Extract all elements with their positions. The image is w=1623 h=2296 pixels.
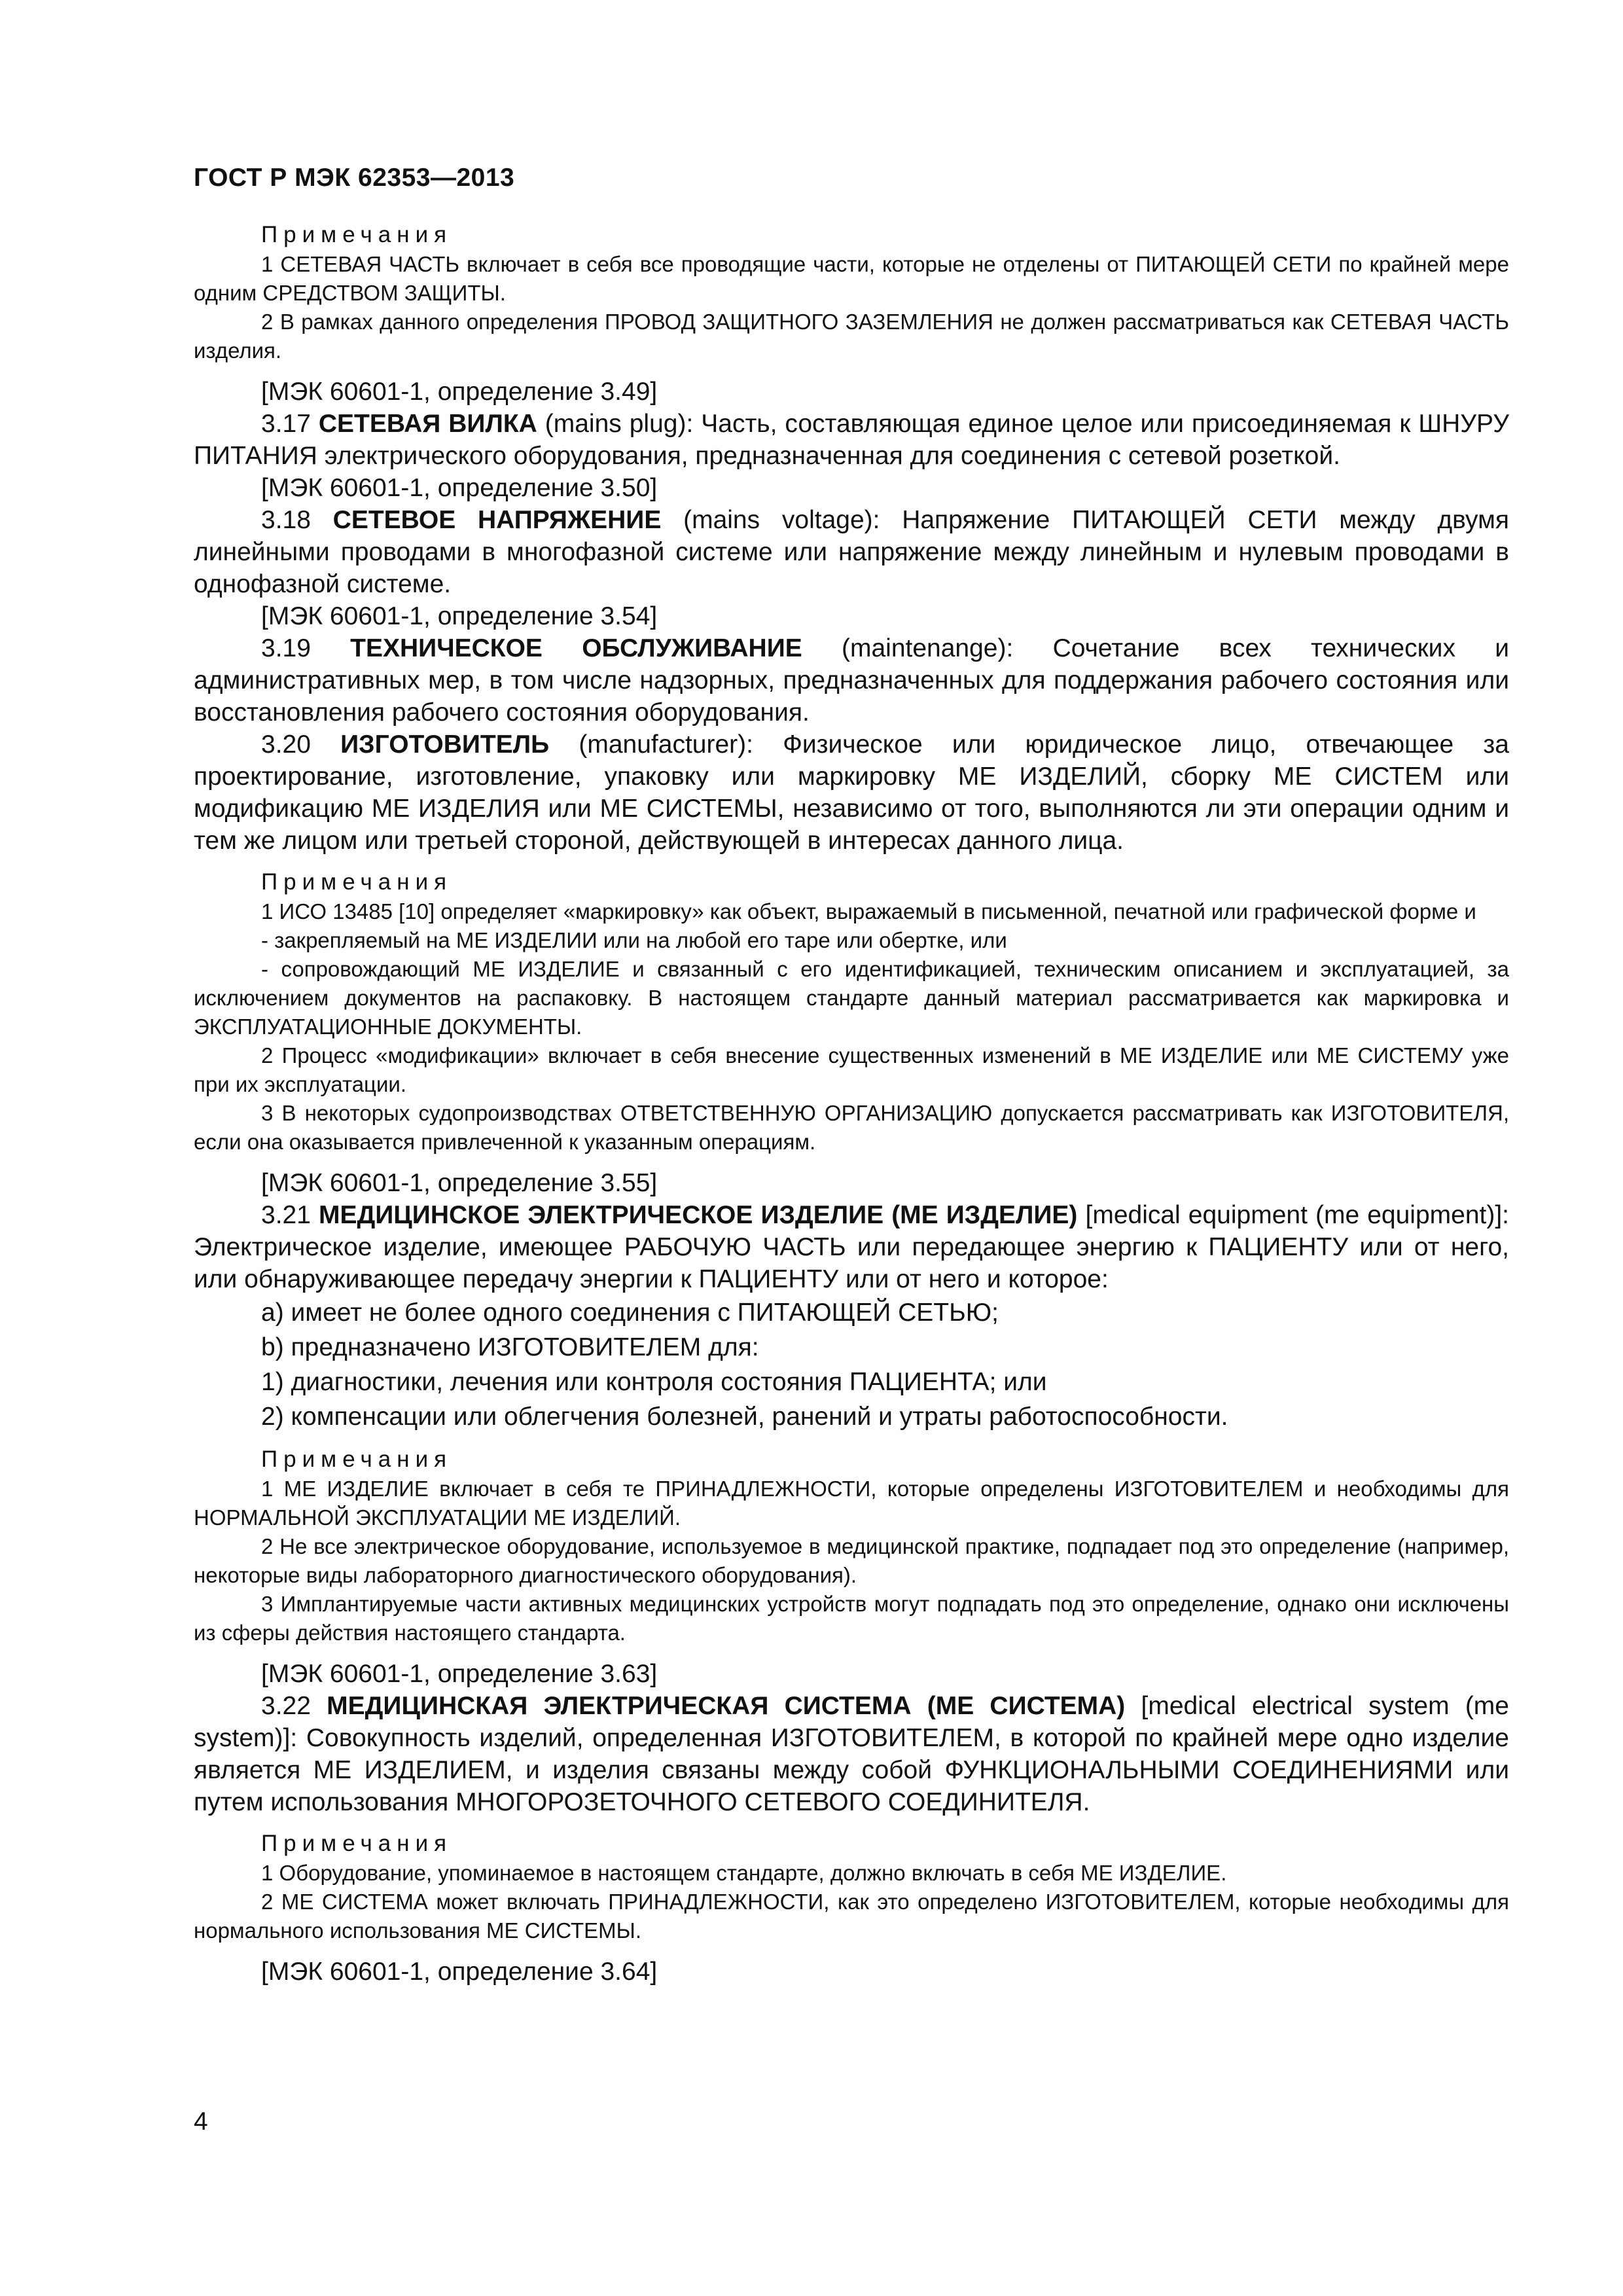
definition-3-17 [194,408,1509,472]
note-item: 1 Оборудование, упоминаемое в настоящем стандарте, должно включать в себя МЕ ИЗДЕЛИЕ. [261,1861,1227,1885]
notes-block-3 [194,1444,1509,1647]
page-number: 4 [194,2108,208,2136]
page-content [194,220,1509,1988]
definition-3-21 [194,1199,1509,1295]
notes-heading: Примечания [261,1446,453,1472]
note-item: 2 МЕ СИСТЕМА может включать ПРИНАДЛЕЖНОСТИ, как это определено ИЗГОТОВИТЕЛЕМ, которые необходимы для нормального использования МЕ СИСТЕМЫ. [194,1890,1509,1943]
notes-heading: Примечания [261,869,453,895]
note-item: 1 ИСО 13485 [10] определяет «маркировку» как объект, выражаемый в письменной, печатной или графической форме и [261,899,1476,924]
notes-heading: Примечания [261,222,453,247]
note-item: 3 В некоторых судопроизводствах ОТВЕТСТВЕННУЮ ОРГАНИЗАЦИЮ допускается рассматривать как ИЗГОТОВИТЕЛЯ, если она оказывается привлеченной к указанным операциям. [194,1101,1509,1154]
definition-3-22 [194,1690,1509,1818]
notes-heading: Примечания [261,1831,453,1856]
definition-subitem: b) предназначено ИЗГОТОВИТЕЛЕМ для: [261,1333,759,1361]
reference: [МЭК 60601-1, определение 3.63] [261,1660,658,1688]
note-list-item: - сопровождающий МЕ ИЗДЕЛИЕ и связанный с его идентификацией, техническим описанием и эксплуатацией, за исключением документов на распаковку. В настоящем стандарте данный материал рассматривается как маркировка и ЭКСПЛУАТАЦИОННЫЕ ДОКУМЕНТЫ. [194,957,1509,1039]
definition-subitem: 2) компенсации или облегчения болезней, ранений и утраты работоспособности. [261,1403,1228,1431]
definition-number: 3.21 [261,1201,311,1229]
definition-3-19 [194,632,1509,728]
definition-number: 3.18 [261,506,311,534]
definition-text: [medical equipment (me equipment)]: Электрическое изделие, имеющее РАБОЧУЮ ЧАСТЬ или передающее энергию к ПАЦИЕНТУ или от него, или обнаруживающее передачу энергии к ПАЦИЕНТУ или от него и которое: [194,1201,1510,1293]
note-list-item: - закрепляемый на МЕ ИЗДЕЛИИ или на любой его таре или обертке, или [261,928,1007,952]
reference: [МЭК 60601-1, определение 3.54] [261,602,658,630]
reference: [МЭК 60601-1, определение 3.50] [261,474,658,502]
definition-number: 3.19 [261,634,311,662]
note-item: 2 Не все электрическое оборудование, используемое в медицинской практике, подпадает под это определение (например, некоторые виды лабораторного диагностического оборудования). [194,1534,1509,1587]
note-item: 3 Имплантируемые части активных медицинских устройств могут подпадать под это определение, однако они исключены из сферы действия настоящего стандарта. [194,1592,1509,1645]
definition-term: МЕДИЦИНСКОЕ ЭЛЕКТРИЧЕСКОЕ ИЗДЕЛИЕ (МЕ ИЗДЕЛИЕ) [318,1201,1078,1229]
reference: [МЭК 60601-1, определение 3.55] [261,1169,658,1197]
definition-text: (mains voltage): Напряжение ПИТАЮЩЕЙ СЕТИ между двумя линейными проводами в многофазной системе или напряжение между линейным и нулевым проводами в однофазной системе. [194,506,1509,598]
definition-term: СЕТЕВАЯ ВИЛКА [318,410,537,438]
note-item: 2 В рамках данного определения ПРОВОД ЗАЩИТНОГО ЗАЗЕМЛЕНИЯ не должен рассматриваться как СЕТЕВАЯ ЧАСТЬ изделия. [194,310,1509,363]
definition-term: МЕДИЦИНСКАЯ ЭЛЕКТРИЧЕСКАЯ СИСТЕМА (МЕ СИСТЕМА) [327,1692,1126,1720]
definition-number: 3.20 [261,730,311,759]
definition-text: (maintenange): Сочетание всех технических и административных мер, в том числе надзорных, предназначенных для поддержания рабочего состояния или восстановления рабочего состояния оборудования. [194,634,1509,726]
definition-term: СЕТЕВОЕ НАПРЯЖЕНИЕ [332,506,662,534]
note-item: 1 МЕ ИЗДЕЛИЕ включает в себя те ПРИНАДЛЕЖНОСТИ, которые определены ИЗГОТОВИТЕЛЕМ и необходимы для НОРМАЛЬНОЙ ЭКСПЛУАТАЦИИ МЕ ИЗДЕЛИЙ. [194,1477,1509,1530]
document-header: ГОСТ Р МЭК 62353—2013 [194,164,515,192]
definition-text: (manufacturer): Физическое или юридическое лицо, отвечающее за проектирование, изготовление, упаковку или маркировку МЕ ИЗДЕЛИЙ, сборку МЕ СИСТЕМ или модификацию МЕ ИЗДЕЛИЯ или МЕ СИСТЕМЫ, независимо от того, выполняются ли эти операции одним и тем же лицом или третьей стороной, действующей в интересах данного лица. [194,730,1509,855]
notes-block-1 [194,220,1509,365]
notes-block-2 [194,867,1509,1157]
definition-term: ТЕХНИЧЕСКОЕ ОБСЛУЖИВАНИЕ [350,634,802,662]
definition-subitem: 1) диагностики, лечения или контроля состояния ПАЦИЕНТА; или [261,1368,1047,1396]
reference: [МЭК 60601-1, определение 3.64] [261,1958,658,1986]
reference: [МЭК 60601-1, определение 3.49] [261,378,658,406]
definition-3-20 [194,728,1509,857]
definition-term: ИЗГОТОВИТЕЛЬ [340,730,550,759]
note-item: 1 СЕТЕВАЯ ЧАСТЬ включает в себя все проводящие части, которые не отделены от ПИТАЮЩЕЙ СЕТИ по крайней мере одним СРЕДСТВОМ ЗАЩИТЫ. [194,252,1509,305]
note-item: 2 Процесс «модификации» включает в себя внесение существенных изменений в МЕ ИЗДЕЛИЕ или МЕ СИСТЕМУ уже при их эксплуатации. [194,1043,1509,1096]
definition-number: 3.22 [261,1692,311,1720]
definition-subitem: a) имеет не более одного соединения с ПИТАЮЩЕЙ СЕТЬЮ; [261,1299,999,1327]
definition-text: (mains plug): Часть, составляющая единое целое или присоединяемая к ШНУРУ ПИТАНИЯ электрического оборудования, предназначенная для соединения с сетевой розеткой. [194,410,1509,470]
definition-3-18 [194,504,1509,600]
definition-number: 3.17 [261,410,311,438]
notes-block-4 [194,1829,1509,1945]
definition-text: [medical electrical system (me system)]: Совокупность изделий, определенная ИЗГОТОВИТЕЛЕМ, в которой по крайней мере одно изделие является МЕ ИЗДЕЛИЕМ, и изделия связаны между собой ФУНКЦИОНАЛЬНЫМИ СОЕДИНЕНИЯМИ или путем использования МНОГОРОЗЕТОЧНОГО СЕТЕВОГО СОЕДИНИТЕЛЯ. [194,1692,1509,1816]
